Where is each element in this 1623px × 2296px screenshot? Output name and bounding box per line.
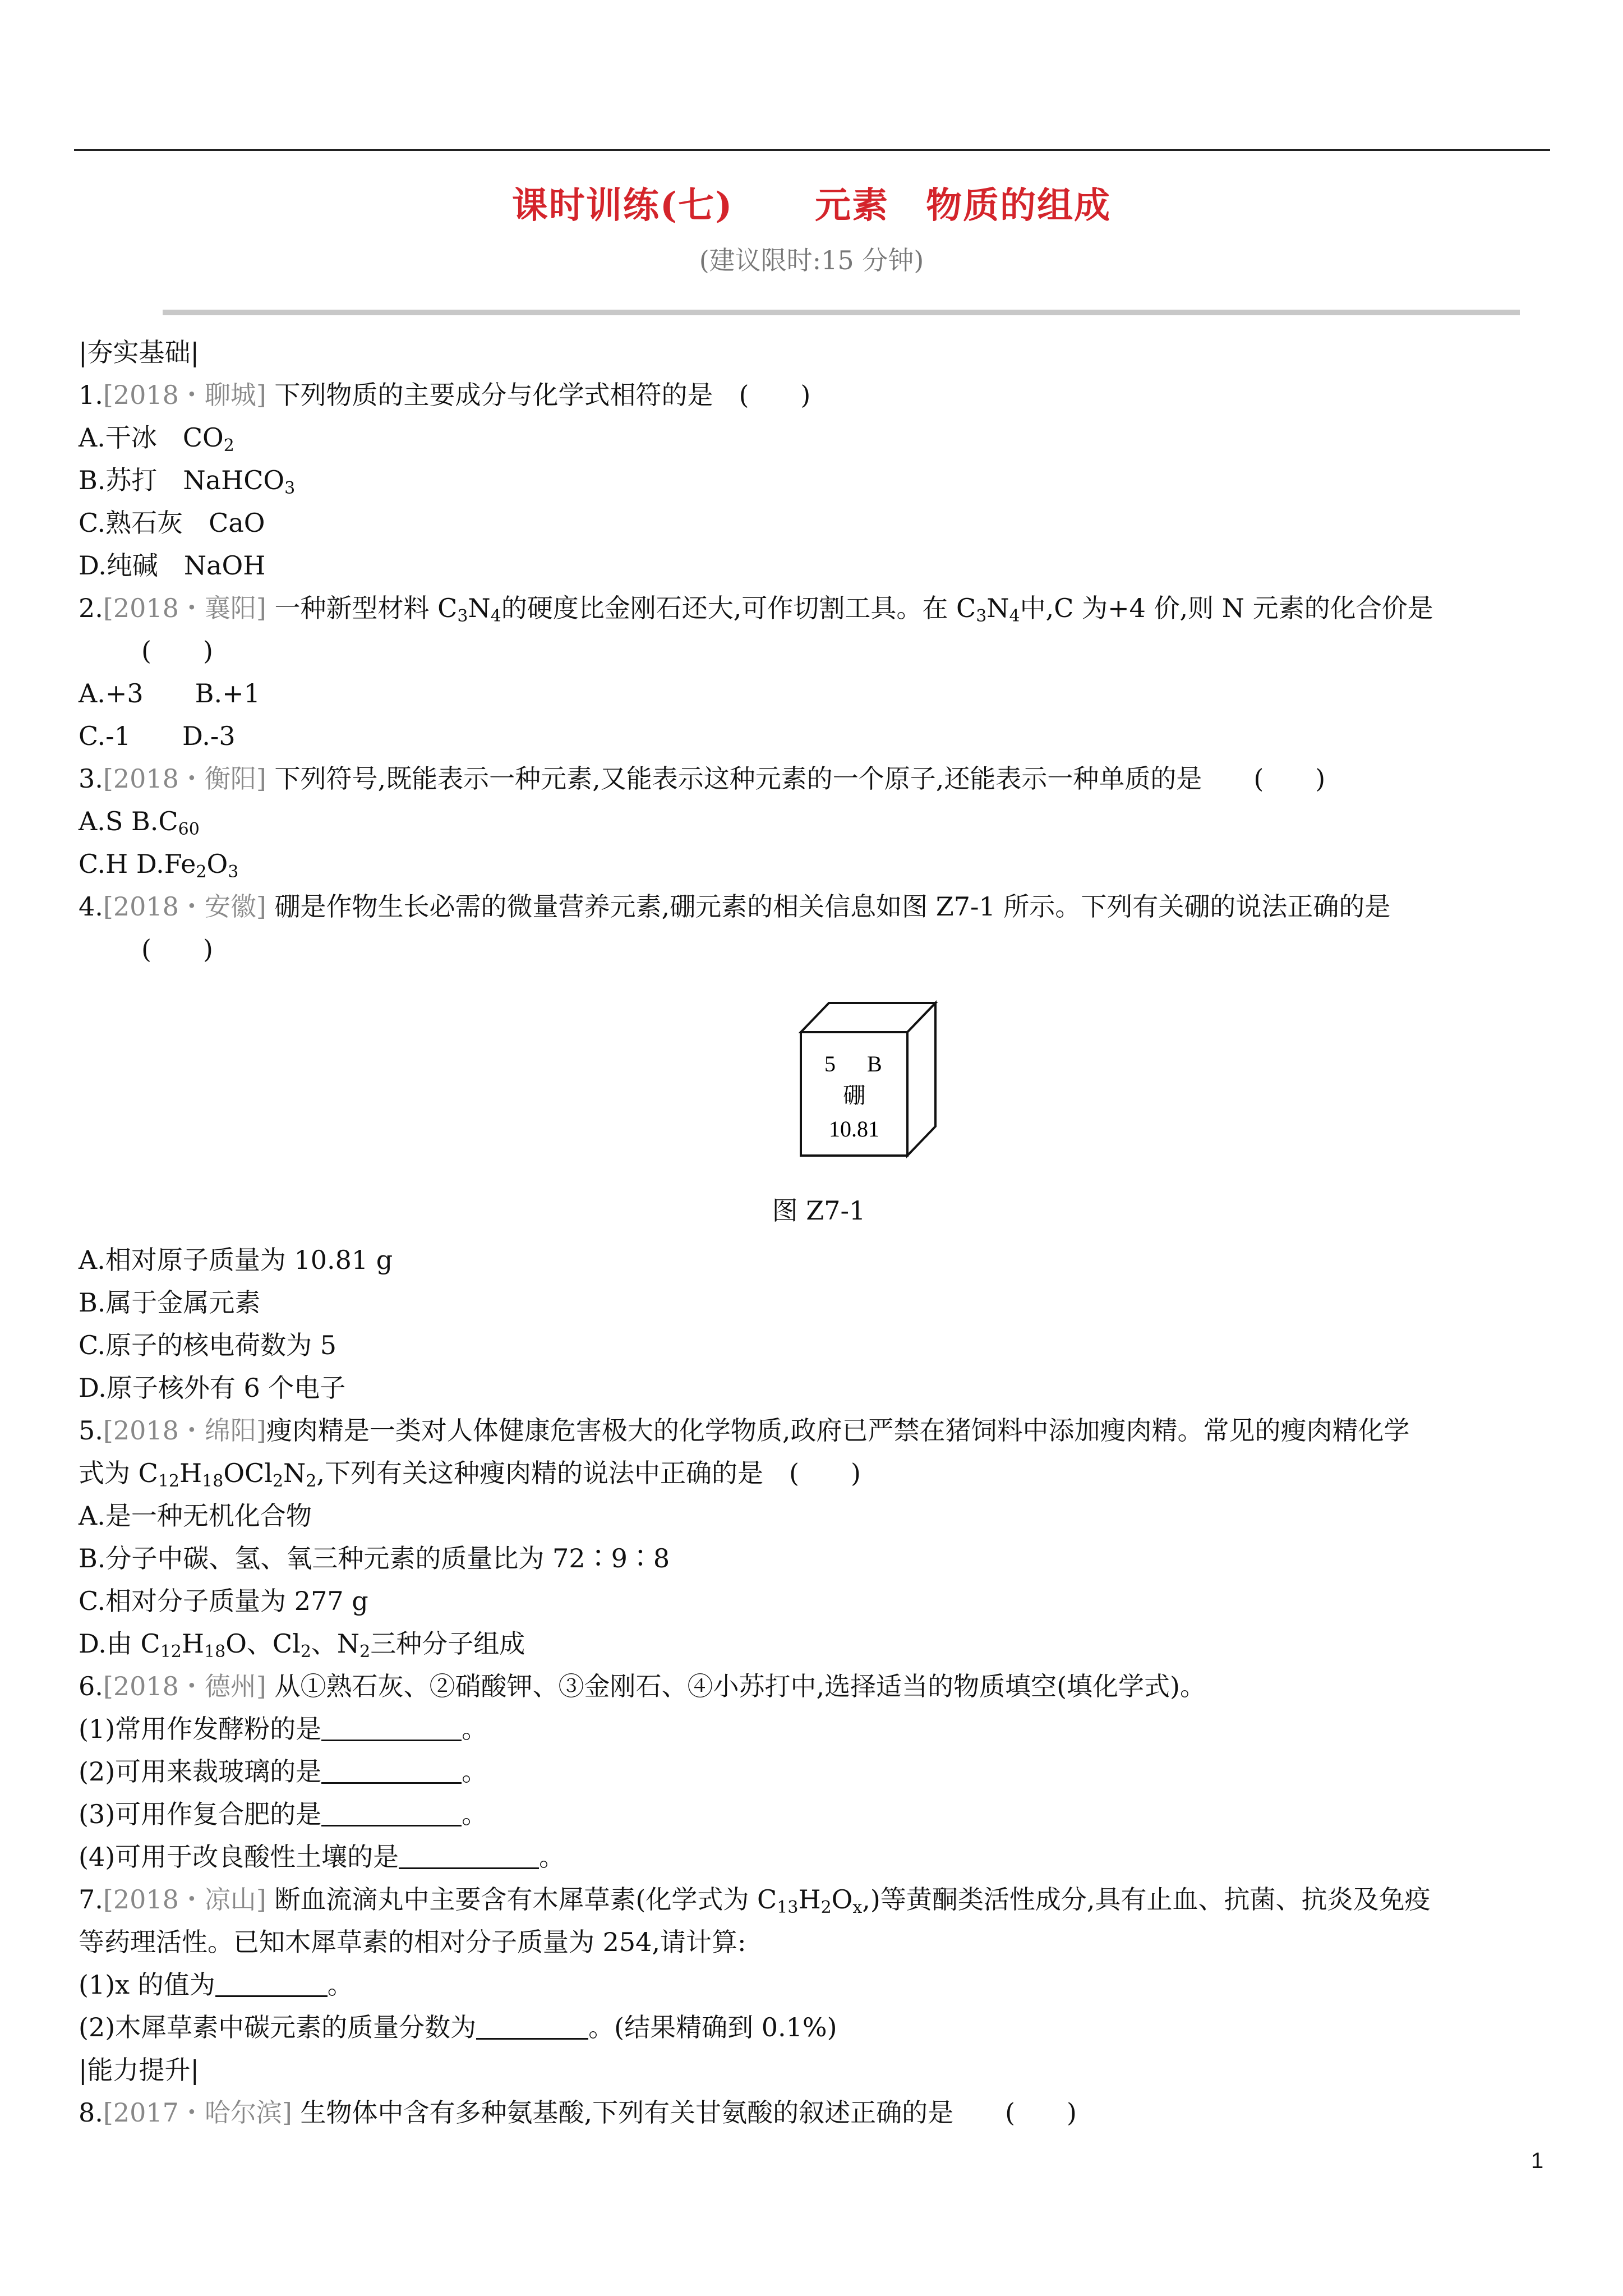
answer-blank[interactable] [399, 1842, 539, 1869]
question-6: 6.[2018・德州] 从①熟石灰、②硝酸钾、③金刚石、④小苏打中,选择适当的物质填空(填化学式)。 [79, 1671, 1206, 1701]
question-7: 7.[2018・凉山] 断血流滴丸中主要含有木犀草素(化学式为 $C_{13}H_2O_x$,)等黄酮类活性成分,具有止血、抗菌、抗炎及免疫 [79, 1884, 1431, 1917]
element-name: 硼 [843, 1083, 865, 1108]
fill-item-1: (1)x 的值为 。 [79, 1970, 353, 2000]
answer-paren: ( ) [141, 934, 213, 964]
answer-paren: ( ) [141, 636, 213, 666]
question-source: [2018・衡阳] [103, 763, 266, 794]
fill-item-3: (3)可用作复合肥的是 。 [79, 1799, 488, 1829]
page-title [0, 177, 1623, 228]
options-cd: C.H $D.Fe_2O_3$ [79, 849, 239, 882]
option-b: B.属于金属元素 [79, 1287, 261, 1318]
fill-item-1: (1)常用作发酵粉的是 。 [79, 1714, 488, 1744]
question-source: [2018・凉山] [103, 1884, 266, 1915]
options-ab: A.+3 B.+1 [79, 678, 260, 708]
option-d: D.原子核外有 6 个电子 [79, 1373, 346, 1403]
question-5: 5.[2018・绵阳]瘦肉精是一类对人体健康危害极大的化学物质,政府已严禁在猪饲料中添加瘦肉精。常见的瘦肉精化学 [79, 1415, 1410, 1446]
fill-item-2: (2)可用来裁玻璃的是 。 [79, 1756, 488, 1787]
element-cube [795, 993, 941, 1161]
atomic-mass: 10.81 [829, 1116, 879, 1142]
figure-caption: 图 Z7-1 [772, 1195, 866, 1226]
question-stem: 生物体中含有多种氨基酸,下列有关甘氨酸的叙述正确的是 ( ) [300, 2097, 1077, 2128]
question-stem: 瘦肉精是一类对人体健康危害极大的化学物质,政府已严禁在猪饲料中添加瘦肉精。常见的瘦肉精化学 [266, 1415, 1410, 1446]
question-1: 1.[2018・聊城] 下列物质的主要成分与化学式相符的是 ( ) [79, 380, 811, 410]
option-d: D.纯碱 NaOH [79, 550, 266, 581]
title-part1: 课时训练(七) [511, 185, 734, 227]
question-stem: 下列符号,既能表示一种元素,又能表示这种元素的一个原子,还能表示一种单质的是 ( ) [274, 763, 1326, 794]
option-c: C.原子的核电荷数为 5 [79, 1330, 337, 1360]
section-divider [163, 310, 1520, 315]
answer-blank[interactable] [321, 1714, 462, 1741]
question-2: 2.[2018・襄阳] 一种新型材料 $C_3N_4$的硬度比金刚石还大,可作切割工具。在 $C_3N_4$中,C 为+4 价,则 N 元素的化合价是 [79, 593, 1433, 626]
element-cube-figure [79, 970, 1559, 1195]
option-c: C.相对分子质量为 277 g [79, 1586, 368, 1616]
title-part2: 元素 物质的组成 [815, 185, 1112, 227]
option-a: A.是一种无机化合物 [79, 1501, 312, 1531]
question-source: [2018・聊城] [103, 380, 266, 410]
option-b: B.苏打 NaHCO$_3$ [79, 465, 296, 498]
section-heading-advanced: |能力提升| [79, 2055, 199, 2085]
option-d: D.由 $C_{12}H_{18}O$、$Cl_2$、$N_2$三种分子组成 [79, 1628, 525, 1662]
fill-item-2: (2)木犀草素中碳元素的质量分数为 。(结果精确到 0.1%) [79, 2012, 837, 2042]
header-rule [74, 149, 1550, 151]
question-4: 4.[2018・安徽] 硼是作物生长必需的微量营养元素,硼元素的相关信息如图 Z7-1 所示。下列有关硼的说法正确的是 [79, 891, 1391, 922]
question-source: [2018・德州] [103, 1671, 266, 1701]
element-symbol: B [867, 1051, 882, 1076]
question-5-line2: 式为 $C_{12}H_{18}OCl_2N_2$,下列有关这种瘦肉精的说法中正确的是 ( ) [79, 1458, 861, 1491]
question-source: [2018・安徽] [103, 891, 266, 922]
answer-blank[interactable] [476, 2012, 588, 2040]
time-limit: (建议限时:15 分钟) [699, 245, 924, 275]
question-3: 3.[2018・衡阳] 下列符号,既能表示一种元素,又能表示这种元素的一个原子,还能表示一种单质的是 ( ) [79, 763, 1326, 794]
question-stem: 硼是作物生长必需的微量营养元素,硼元素的相关信息如图 Z7-1 所示。下列有关硼的说法正确的是 [274, 891, 1391, 922]
question-source: [2018・襄阳] [103, 593, 266, 623]
option-c: C.熟石灰 CaO [79, 508, 265, 538]
fill-item-4: (4)可用于改良酸性土壤的是 。 [79, 1842, 565, 1872]
atomic-number: 5 [824, 1051, 836, 1076]
answer-blank[interactable] [321, 1799, 462, 1826]
page-number: 1 [1531, 2148, 1544, 2173]
answer-blank[interactable] [215, 1970, 328, 1997]
question-list [79, 331, 1559, 2134]
option-a: A.相对原子质量为 10.81 g [79, 1245, 393, 1275]
question-8: 8.[2017・哈尔滨] 生物体中含有多种氨基酸,下列有关甘氨酸的叙述正确的是 ( ) [79, 2097, 1077, 2128]
options-cd: C.-1 D.-3 [79, 721, 236, 751]
question-source: [2017・哈尔滨] [103, 2097, 292, 2128]
answer-blank[interactable] [321, 1756, 462, 1784]
option-b: B.分子中碳、氢、氧三种元素的质量比为 72∶9∶8 [79, 1543, 670, 1573]
question-7-line2: 等药理活性。已知木犀草素的相对分子质量为 254,请计算: [79, 1927, 746, 1957]
question-stem: 下列物质的主要成分与化学式相符的是 ( ) [274, 380, 811, 410]
question-source: [2018・绵阳] [103, 1415, 266, 1446]
option-a: A.干冰 $CO_2$ [79, 422, 234, 455]
section-heading-basic: |夯实基础| [79, 337, 199, 367]
options-ab: A.S $B.C_{60}$ [79, 806, 200, 839]
question-stem: 从①熟石灰、②硝酸钾、③金刚石、④小苏打中,选择适当的物质填空(填化学式)。 [274, 1671, 1206, 1701]
